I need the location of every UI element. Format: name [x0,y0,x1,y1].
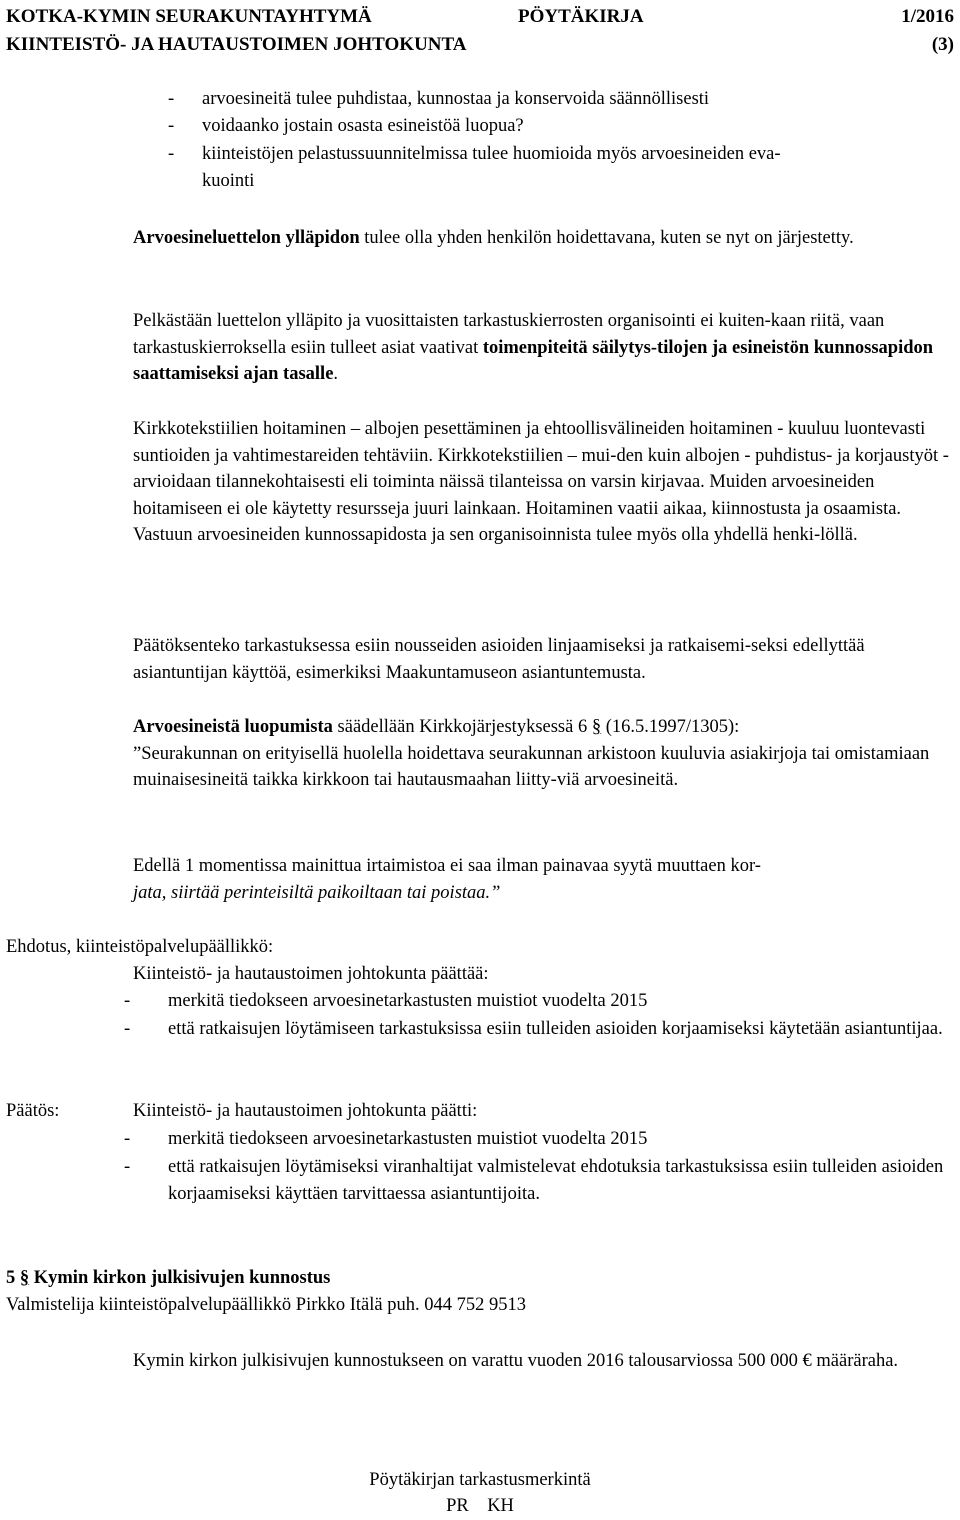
paragraph-inspection: Pelkästään luettelon ylläpito ja vuosittaisten tarkastuskierrosten organisointi ei kuiten-kaan riitä, vaan tarkastuskierroksella esiin tulleet asiat vaativat toimenpiteitä säilytys-tilojen ja esineistön kunnossapidon saattamiseksi ajan tasalle. [133,311,934,384]
church-order-quote: ”Seurakunnan on erityisellä huolella hoidettava seurakunnan arkistoon kuuluvia asiakirjoja tai omistamiaan muinaisesineitä taikka kirkkoon tai hautausmaahan liitty-viä arvoesineitä. [133,743,930,790]
decision-label: Päätös: [6,1101,60,1121]
section-sign: § [19,1268,30,1288]
section-sign: § [591,717,602,737]
paragraph-maintenance: Arvoesineluettelon ylläpidon tulee olla yhden henkilön hoidettavana, kuten se nyt on järjestetty. [133,228,854,248]
paragraph-quote-continued: Edellä 1 momentissa mainittua irtaimistoa ei saa ilman painavaa syytä muuttaen kor- jata, siirtää perinteisiltä paikoiltaan tai poistaa.” [133,856,761,903]
section-heading: 5 § Kymin kirkon julkisivujen kunnostus [6,1268,331,1288]
board-name: KIINTEISTÖ- JA HAUTAUSTOIMEN JOHTOKUNTA [6,34,467,55]
paragraph-disposal: Arvoesineistä luopumista säädellään Kirkkojärjestyksessä 6 § (16.5.1997/1305): ”Seurakunnan on erityisellä huolella hoidettava seurakunnan arkistoon kuuluvia asiakirjoja tai omistamiaan muinaisesineitä taikka kirkkoon tai hautausmaahan liitty-viä arvoesineitä. [133,717,930,790]
proposal-intro: Kiinteistö- ja hautaustoimen johtokunta päättää: [133,964,489,984]
section-body: Kymin kirkon julkisivujen kunnostukseen on varattu vuoden 2016 talousarviossa 500 000 € määräraha. [133,1351,899,1371]
paragraph-textiles: Kirkkotekstiilien hoitaminen – albojen pesettäminen ja ehtoollisvälineiden hoitaminen - kuuluu luontevasti suntioiden ja vahtimestareiden tehtäviin. Kirkkotekstiilien – mui-den kuin albojen - puhdistus- ja korjaustyöt - arvioidaan tilannekohtaisesti eli toiminta näissä tilanteissa on varsin kirjavaa. Muiden arvoesineiden hoitamiseen ei ole käytetty resursseja juuri lainkaan. Hoitaminen vaatii aikaa, kiinnostusta ja osaamista. Vastuun arvoesineiden kunnossapidosta ja sen organisoinnista tulee myös olla yhdellä henki-löllä. [133,419,949,545]
document-type: PÖYTÄKIRJA [518,6,644,27]
section-preparer: Valmistelija kiinteistöpalvelupäällikkö Pirkko Itälä puh. 044 752 9513 [6,1295,526,1315]
proposal-label: Ehdotus, kiinteistöpalvelupäällikkö: [6,937,274,957]
decision-intro: Kiinteistö- ja hautaustoimen johtokunta päätti: [133,1101,478,1121]
organization-name: KOTKA-KYMIN SEURAKUNTAYHTYMÄ [6,6,372,27]
document-number: 1/2016 [901,6,954,27]
footer-label: Pöytäkirjan tarkastusmerkintä [369,1470,591,1490]
page-number: (3) [931,34,954,55]
footer-initials: PR KH [446,1496,514,1516]
paragraph-decision-making: Päätöksenteko tarkastuksessa esiin nousseiden asioiden linjaamiseksi ja ratkaisemi-seksi edellyttää asiantuntijan käyttöä, esimerkiksi Maakuntamuseon asiantuntemusta. [133,636,865,683]
